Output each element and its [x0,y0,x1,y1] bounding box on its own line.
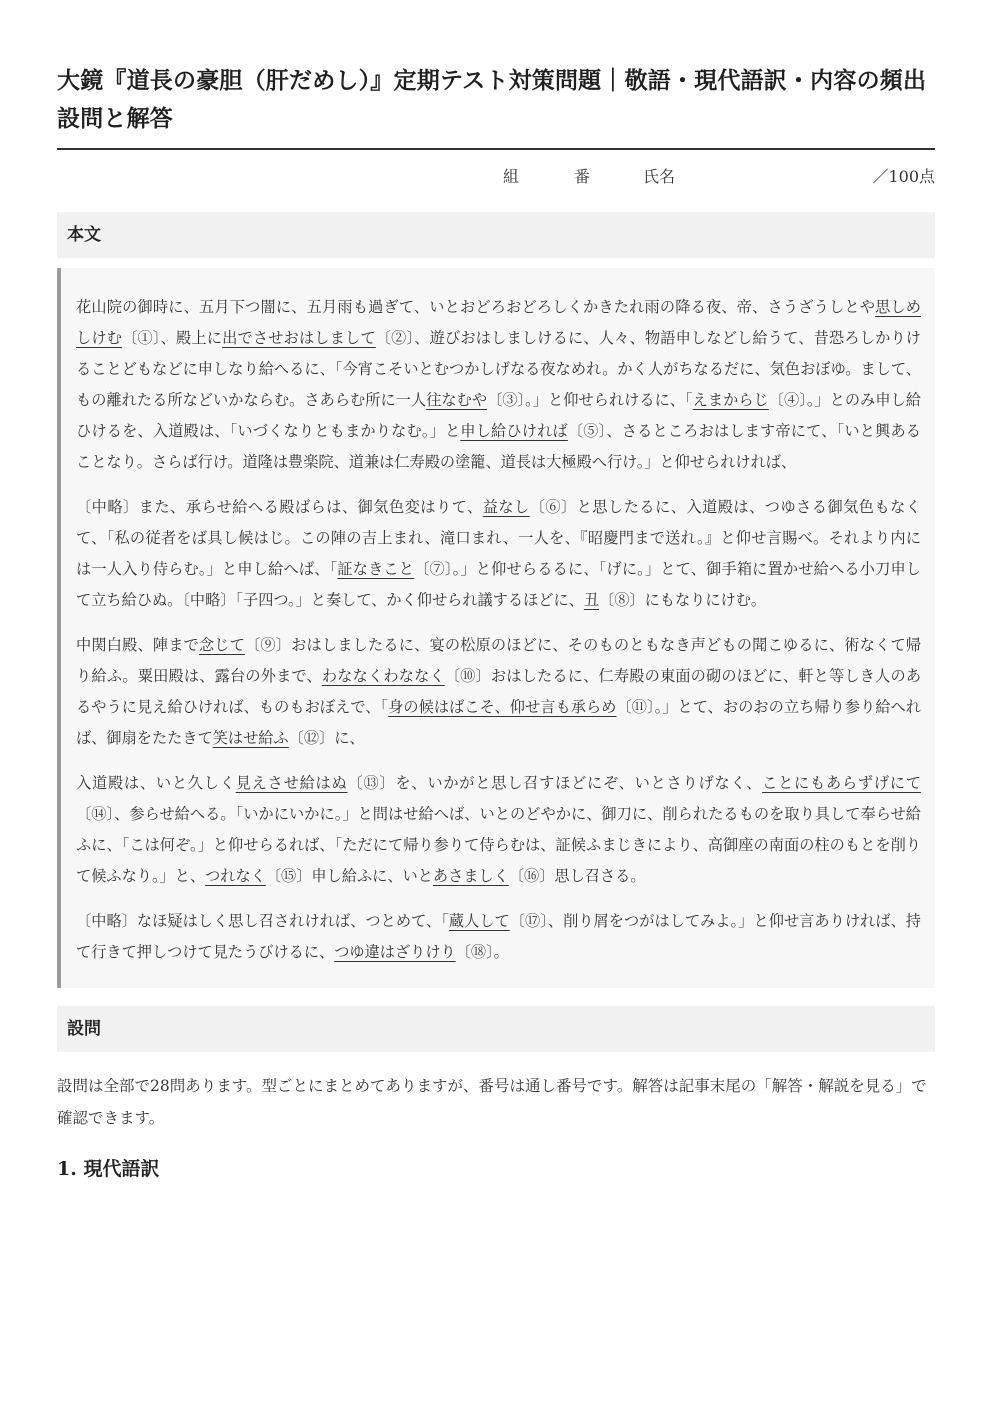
score-label: ／100点 [872,167,935,186]
section-heading-honbun: 本文 [57,212,935,258]
text-paragraph [76,768,921,892]
text-paragraph [76,292,921,478]
underlined-phrase: ことにもあらずげにて [762,774,922,792]
text-segment: 〔⑥〕と思したるに、入道殿は、つゆさる御気色もなくて、「私の従者をば具し候はじ。この陣の吉上まれ、滝口まれ、一人を、『昭慶門まで送れ。』と仰せ言賜べ。それより内には一人入り侍らむ。」と申し給へば、「 [76,498,921,578]
text-paragraph [76,630,921,754]
underlined-phrase: 出でさせおはしまして [222,329,376,347]
underlined-phrase: 思しめしけむ [76,298,921,347]
student-info-row [57,150,935,196]
main-text-block [57,268,935,988]
underlined-phrase: 笑はせ給ふ [212,729,289,747]
page-title: 大鏡『道長の豪胆（肝だめし）』定期テスト対策問題｜敬語・現代語訳・内容の頻出設問と解答 [57,67,927,132]
text-segment: 〔⑰〕、削り屑をつがはしてみよ。」と仰せ言ありければ、持て行きて押しつけて見たうびけるに、 [76,912,921,961]
underlined-phrase: つれなく [205,867,266,885]
text-segment: 中関白殿、陣まで [76,636,199,654]
text-segment: 〔⑯〕思し召さる。 [508,867,646,885]
text-segment: 〔⑧〕にもなりにけむ。 [599,591,767,609]
text-segment: 〔③〕。」と仰せられけるに、「 [487,391,693,409]
underlined-phrase: 益なし [482,498,530,516]
text-segment: 〔⑬〕を、いかがと思し召すほどにぞ、いとさりげなく、 [347,774,763,792]
name-label: 氏名 [643,167,676,186]
underlined-phrase: 丑 [583,591,600,609]
underlined-phrase: 見えさせ給はぬ [235,774,348,792]
text-segment: 花山院の御時に、五月下つ闇に、五月雨も過ぎて、いとおどろおどろしくかきたれ雨の降る夜、帝、さうざうしとや [76,298,876,316]
underlined-phrase: つゆ違はざりけり [334,943,456,961]
class-label: 組 [503,167,520,186]
page [57,0,935,1181]
underlined-phrase: あさましく [432,867,509,885]
subsection-heading: 1. 現代語訳 [57,1158,160,1180]
text-segment: 〔①〕、殿上に [122,329,223,347]
underlined-phrase: 念じて [198,636,246,654]
text-segment: 〔⑱〕。 [455,943,509,961]
text-segment: 〔④〕。」とのみ申し給ひけるを、入道殿は、「いづくなりともまかりなむ。」と [76,391,922,440]
text-segment: 〔⑭〕、参らせ給へる。「いかにいかに。」と問はせ給へば、いとのどやかに、御刀に、削られたるものを取り具して奉らせ給ふに、「こは何ぞ。」と仰せらるれば、「ただにて帰り参りて侍らむは、証候ふまじきにより、高御座の南面の柱のもとを削りて候ふなり。」と、 [76,805,921,885]
section-heading-setsumon: 設問 [57,1006,935,1052]
underlined-phrase: 申し給ひければ [460,422,568,440]
text-segment: 〔⑮〕申し給ふに、いと [265,867,433,885]
text-segment: 〔②〕、遊びおはしましけるに、人々、物語申しなどし給うて、昔恐ろしかりけることどもなどに申しなり給へるに、「今宵こそいとむつかしげなる夜なめれ。かく人がちなるだに、気色おぼゆ。まして、もの離れたる所などいかならむ。さあらむ所に一人 [76,329,921,409]
text-segment: 〔⑩〕おはしたるに、仁寿殿の東面の砌のほどに、軒と等しき人のあるやうに見え給ひければ、ものもおぼえで、「 [76,667,922,716]
text-segment: 〔⑦〕。」と仰せらるるに、「げに。」とて、御手箱に置かせ給へる小刀申して立ち給ひぬ。〔中略〕「子四つ。」と奏して、かく仰せられ議するほどに、 [76,560,922,609]
text-segment: 入道殿は、いと久しく [76,774,236,792]
text-segment: 〔中略〕なほ疑はしく思し召されければ、つとめて、「 [76,912,449,930]
text-paragraph [76,492,921,616]
number-label: 番 [574,167,591,186]
text-segment: 〔中略〕また、承らせ給へる殿ばらは、御気色変はりて、 [76,498,483,516]
underlined-phrase: 往なむや [426,391,488,409]
question-intro-text: 設問は全部で28問あります。型ごとにまとめてありますが、番号は通し番号です。解答は記事末尾の「解答・解説を見る」で確認できます。 [57,1077,927,1127]
text-segment: 〔⑪〕。」とて、おのおの立ち帰り参り給へれば、御扇をたたきて [76,698,921,747]
underlined-phrase: わななくわななく [321,667,445,685]
underlined-phrase: えまからじ [692,391,769,409]
underlined-phrase: 蔵人して [448,912,510,930]
underlined-phrase: 証なきこと [337,560,415,578]
text-segment: 〔⑫〕に、 [288,729,365,747]
underlined-phrase: 身の候はばこそ、仰せ言も承らめ [388,698,617,716]
text-segment: 〔⑨〕おはしましたるに、宴の松原のほどに、そのものともなき声どもの聞こゆるに、術なくて帰り給ふ。粟田殿は、露台の外まで、 [76,636,922,685]
text-segment: 〔⑤〕、さるところおはします帝にて、「いと興あることなり。さらば行け。道隆は豊楽院、道兼は仁寿殿の塗籠、道長は大極殿へ行け。」と仰せられければ、 [76,422,921,471]
text-paragraph [76,906,921,968]
